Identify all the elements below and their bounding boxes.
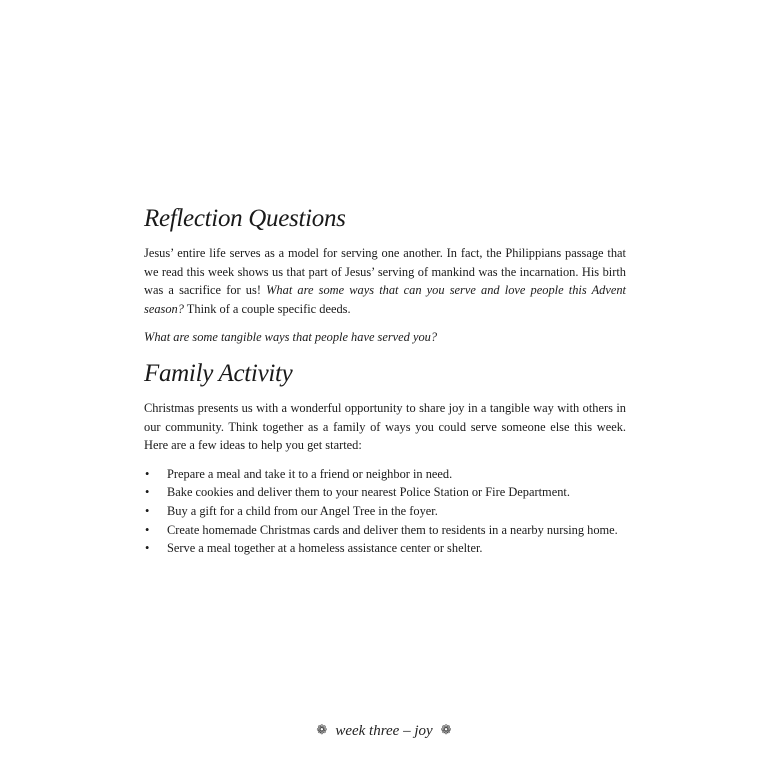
list-item — [144, 502, 626, 521]
bullet-icon: • — [145, 522, 150, 537]
bullet-icon: • — [145, 503, 150, 518]
list-item-text: Buy a gift for a child from our Angel Tree in the foyer. — [167, 503, 438, 518]
footer-text: week three – joy — [335, 723, 433, 739]
family-intro: Christmas presents us with a wonderful opportunity to share joy in a tangible way with others in our community. Think together as a family of ways you could serve someone else this week. Here are a few ideas to help you get started: — [144, 400, 626, 453]
flower-ornament-icon: ❁ — [316, 722, 328, 737]
reflection-paragraph-tail: Think of a couple specific deeds. — [183, 301, 351, 316]
reflection-paragraph — [144, 244, 626, 318]
list-item-text: Create homemade Christmas cards and deliver them to residents in a nearby nursing home. — [167, 522, 618, 537]
reflection-heading: Reflection Questions — [144, 205, 346, 232]
list-item — [144, 521, 626, 540]
ideas-list — [144, 465, 626, 558]
bullet-icon: • — [145, 485, 150, 500]
family-heading: Family Activity — [144, 359, 293, 387]
page-content — [144, 203, 626, 558]
reflection-question-1: What are some ways that can you serve and love people this Advent season? — [144, 283, 626, 316]
list-item — [144, 539, 626, 558]
bullet-icon: • — [145, 541, 150, 556]
page-footer — [0, 720, 768, 741]
bullet-icon: • — [145, 466, 150, 481]
list-item-text: Serve a meal together at a homeless assistance center or shelter. — [167, 541, 483, 556]
list-item-text: Prepare a meal and take it to a friend or neighbor in need. — [167, 466, 453, 481]
flower-ornament-icon: ❁ — [440, 722, 452, 737]
reflection-question-2 — [144, 328, 626, 347]
reflection-paragraph-text: Jesus’ entire life serves as a model for serving one another. In fact, the Philippians passage that we read this week shows us that part of Jesus’ serving of mankind was the incarnation. His birth was a sacrifice for us! — [144, 246, 626, 298]
list-item-text: Bake cookies and deliver them to your nearest Police Station or Fire Department. — [167, 485, 570, 500]
list-item — [144, 465, 626, 484]
list-item — [144, 483, 626, 502]
reflection-question-2-text: What are some tangible ways that people have served you? — [144, 330, 438, 345]
